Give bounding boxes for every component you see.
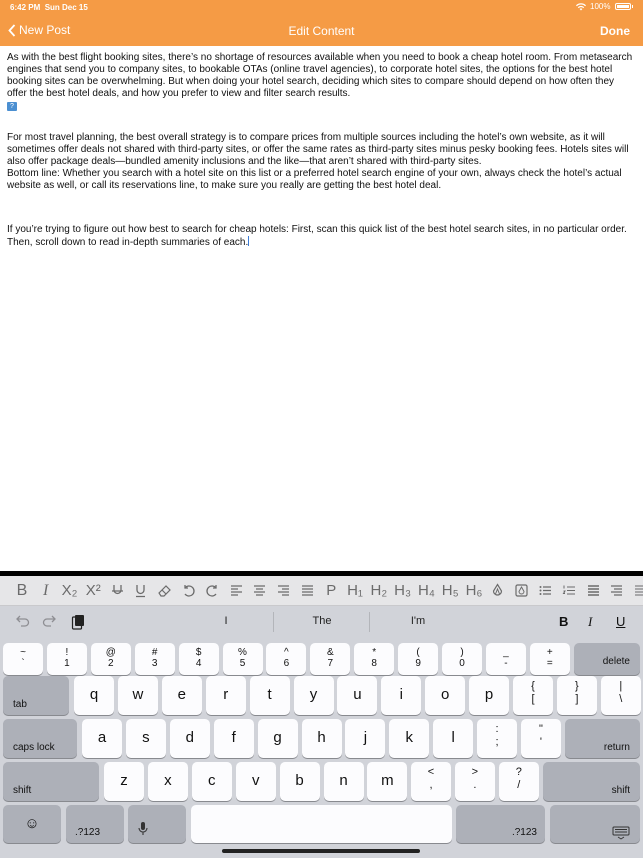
align-left-icon — [229, 583, 244, 598]
key-label: r — [223, 686, 229, 703]
key-top: ~ — [20, 647, 26, 658]
key-bottom: 7 — [327, 658, 334, 669]
ordered-list-button[interactable] — [557, 579, 581, 603]
text-cursor — [248, 236, 249, 246]
redo-icon — [205, 583, 220, 598]
key-label: a — [97, 729, 107, 746]
undo-icon — [181, 583, 196, 598]
key-label: e — [177, 686, 186, 703]
key-bottom: , — [429, 779, 433, 791]
heading2-label: H₂ — [370, 582, 388, 599]
key-label: w — [132, 686, 144, 703]
key-top: ) — [460, 647, 464, 658]
battery-icon — [615, 3, 631, 10]
menu-button[interactable] — [629, 579, 643, 603]
key-label: j — [363, 729, 368, 746]
key-punct-0[interactable] — [477, 719, 517, 758]
key-top: # — [151, 647, 158, 658]
key-bottom: 9 — [415, 658, 421, 669]
key-bracket-1[interactable] — [557, 676, 597, 715]
align-justify-button[interactable] — [296, 579, 320, 603]
indent-button[interactable] — [581, 579, 605, 603]
key-3[interactable] — [135, 643, 175, 675]
key-label: c — [208, 772, 216, 789]
key-m[interactable] — [367, 762, 407, 801]
kb-underline-button[interactable]: U — [616, 614, 626, 629]
key-top: < — [427, 766, 435, 778]
space-key[interactable] — [191, 805, 452, 843]
key-8[interactable] — [354, 643, 394, 675]
key-4[interactable] — [179, 643, 219, 675]
align-center-icon — [252, 583, 267, 598]
subscript-button[interactable] — [58, 579, 82, 603]
shift-right-key[interactable] — [543, 762, 640, 801]
bold-label: B — [16, 581, 28, 599]
superscript-label: X² — [85, 582, 101, 599]
strikethrough-icon — [110, 583, 125, 598]
done-button[interactable]: Done — [600, 24, 630, 38]
status-right — [576, 2, 633, 11]
outdent-icon — [609, 583, 624, 598]
heading6-button[interactable] — [462, 579, 486, 603]
key-bottom: \ — [619, 693, 623, 705]
numbers-left-key[interactable] — [66, 805, 124, 843]
key-i[interactable] — [381, 676, 421, 715]
bullet-list-icon — [538, 583, 553, 598]
paragraph-4-text: If you’re trying to figure out how best to search for cheap hotels: First, scan this quick list of the best hotel search sites, in no particular order. Then, scroll down to read in-depth summaries of each. — [7, 224, 627, 248]
key-top: & — [326, 647, 334, 658]
subscript-label: X₂ — [61, 582, 78, 599]
redo-button[interactable] — [200, 579, 224, 603]
hide-keyboard-key[interactable] — [550, 805, 640, 843]
format-toolbar — [0, 576, 643, 606]
key-top: ! — [65, 647, 69, 658]
droplet-icon — [490, 583, 505, 598]
key-label: o — [441, 686, 450, 703]
align-justify-icon — [300, 583, 315, 598]
key-top: _ — [503, 647, 509, 658]
key-1[interactable] — [47, 643, 87, 675]
heading5-label: H₅ — [441, 582, 459, 599]
key-bottom: = — [546, 658, 553, 669]
key-top: { — [531, 680, 535, 692]
key-bottom: ; — [495, 736, 499, 748]
key-bottom: . — [473, 779, 477, 791]
key-label: f — [231, 729, 236, 746]
emoji-icon: ☺ — [24, 815, 40, 832]
kb-italic-button[interactable]: I — [588, 614, 593, 629]
key-bottom: / — [517, 779, 521, 791]
key-label: m — [381, 772, 394, 789]
heading2-button[interactable] — [367, 579, 391, 603]
dictation-key[interactable] — [128, 805, 186, 843]
microphone-icon — [138, 821, 148, 836]
key-7[interactable] — [310, 643, 350, 675]
heading6-label: H₆ — [465, 582, 483, 599]
paragraph-button[interactable] — [319, 579, 343, 603]
key-e[interactable] — [162, 676, 202, 715]
delete-label: delete — [602, 656, 630, 667]
key-d[interactable] — [170, 719, 210, 758]
align-right-icon — [276, 583, 291, 598]
key-0[interactable] — [3, 643, 43, 675]
shift-left-label: shift — [13, 785, 32, 796]
key-k[interactable] — [389, 719, 429, 758]
eraser-button[interactable] — [153, 579, 177, 603]
status-time-value: 6:42 PM — [10, 3, 41, 12]
image-placeholder-icon[interactable]: ? — [7, 102, 17, 111]
key-label: n — [339, 772, 348, 789]
paragraph-4 — [7, 224, 635, 249]
key-punct-z-1[interactable] — [455, 762, 495, 801]
heading3-button[interactable] — [391, 579, 415, 603]
key-label: p — [484, 686, 494, 703]
key-top: ^ — [284, 647, 289, 658]
underline-icon — [133, 583, 148, 598]
home-indicator — [222, 849, 420, 853]
text-color-button[interactable] — [486, 579, 510, 603]
key-bottom: - — [504, 658, 508, 669]
key-p[interactable] — [469, 676, 509, 715]
suggestion-bar — [0, 606, 643, 638]
return-key[interactable] — [565, 719, 640, 758]
key-bottom: ] — [575, 693, 579, 705]
caps-lock-key[interactable] — [3, 719, 77, 758]
status-time — [10, 3, 88, 12]
key-punct-z-2[interactable] — [499, 762, 539, 801]
keyboard-dismiss-icon — [612, 826, 630, 840]
bg-color-button[interactable] — [510, 579, 534, 603]
key-b[interactable] — [280, 762, 320, 801]
key-q[interactable] — [74, 676, 114, 715]
indent-icon — [586, 583, 601, 598]
key-punct-z-0[interactable] — [411, 762, 451, 801]
paragraph-3: Bottom line: Whether you search with a hotel site on this list or a preferred hotel search engine of your own, always check the hotel’s actual website as well, or call its reservations line, to make sure you really are getting the best hotel deal. — [7, 168, 622, 191]
heading1-label: H₁ — [347, 582, 363, 599]
eraser-icon — [157, 583, 172, 598]
tab-label: tab — [13, 699, 27, 710]
heading4-label: H₄ — [417, 582, 435, 599]
key-l[interactable] — [433, 719, 473, 758]
key-label: v — [251, 772, 260, 789]
key-12[interactable] — [530, 643, 570, 675]
key-bottom: 3 — [151, 658, 158, 669]
key-bottom: 4 — [195, 658, 202, 669]
suggestion-1[interactable]: I — [224, 615, 228, 627]
chevron-left-icon — [8, 24, 16, 37]
battery-tip — [632, 5, 634, 8]
key-punct-1[interactable] — [521, 719, 561, 758]
key-bottom: 0 — [459, 658, 465, 669]
key-top: " — [538, 723, 543, 735]
key-label: k — [405, 729, 414, 746]
status-date: Sun Dec 15 — [44, 3, 88, 12]
numbers-right-key[interactable] — [456, 805, 545, 843]
key-top: : — [495, 723, 499, 735]
numbers-right-label: .?123 — [511, 827, 537, 838]
suggestion-3[interactable]: I'm — [410, 615, 426, 627]
key-n[interactable] — [324, 762, 364, 801]
paragraph-1: As with the best flight booking sites, there’s no shortage of resources available when you need to book a cheap hotel room. From metasearch engines that send you to company sites, to bookable OTAs (online travel agencies), to corporate hotel sites, the options for the best hotel booking sites can be overwhelming. But when doing your hotel search, deciding which sites to compare should depend on how often they offer the best hotel deals, and how you prefer to view and filter search results. — [7, 52, 633, 99]
key-label: q — [89, 686, 99, 703]
key-bottom: 5 — [239, 658, 246, 669]
key-c[interactable] — [192, 762, 232, 801]
key-top: | — [619, 680, 623, 692]
caps-lock-label: caps lock — [13, 742, 55, 753]
heading5-button[interactable] — [438, 579, 462, 603]
key-h[interactable] — [302, 719, 342, 758]
key-z[interactable] — [104, 762, 144, 801]
italic-label: I — [43, 581, 49, 599]
key-bracket-0[interactable] — [513, 676, 553, 715]
key-bottom: [ — [531, 693, 535, 705]
paste-icon[interactable] — [71, 614, 85, 630]
bold-button[interactable] — [10, 579, 34, 603]
key-label: l — [451, 729, 455, 746]
key-top: % — [238, 647, 247, 658]
key-label: u — [353, 686, 362, 703]
shift-right-label: shift — [611, 785, 630, 796]
key-6[interactable] — [266, 643, 306, 675]
key-label: b — [295, 772, 304, 789]
redo-icon[interactable] — [42, 614, 58, 628]
shift-left-key[interactable] — [3, 762, 99, 801]
numbered-list-icon — [562, 583, 577, 598]
key-bottom: 1 — [64, 658, 70, 669]
key-label: z — [120, 772, 128, 789]
battery-percent: 100% — [590, 2, 611, 11]
key-bottom: 6 — [283, 658, 290, 669]
key-top: $ — [195, 647, 202, 658]
align-left-button[interactable] — [224, 579, 248, 603]
page-title: Edit Content — [288, 24, 355, 38]
kb-bold-button[interactable]: B — [559, 614, 569, 629]
key-f[interactable] — [214, 719, 254, 758]
key-t[interactable] — [250, 676, 290, 715]
delete-key[interactable] — [574, 643, 640, 675]
key-r[interactable] — [206, 676, 246, 715]
back-button[interactable] — [8, 23, 70, 37]
strikethrough-button[interactable] — [105, 579, 129, 603]
underline-button[interactable] — [129, 579, 153, 603]
key-10[interactable] — [442, 643, 482, 675]
suggestion-2[interactable]: The — [312, 615, 332, 627]
key-top: @ — [105, 647, 116, 658]
highlight-icon — [514, 583, 529, 598]
key-top: ( — [416, 647, 420, 658]
key-j[interactable] — [345, 719, 385, 758]
key-label: s — [142, 729, 150, 746]
content-editor[interactable] — [7, 52, 635, 249]
superscript-button[interactable] — [81, 579, 105, 603]
tab-key[interactable] — [3, 676, 69, 715]
key-a[interactable] — [82, 719, 122, 758]
heading3-label: H₃ — [394, 582, 412, 599]
unordered-list-button[interactable] — [534, 579, 558, 603]
key-u[interactable] — [337, 676, 377, 715]
key-top: * — [372, 647, 377, 658]
emoji-key[interactable] — [3, 805, 61, 843]
key-label: x — [164, 772, 172, 789]
key-v[interactable] — [236, 762, 276, 801]
key-bottom: ' — [539, 736, 542, 748]
key-y[interactable] — [294, 676, 334, 715]
italic-button[interactable] — [34, 579, 58, 603]
key-label: i — [399, 686, 403, 703]
undo-icon[interactable] — [14, 614, 30, 628]
key-top: > — [471, 766, 479, 778]
undo-button[interactable] — [177, 579, 201, 603]
top-bar — [0, 0, 643, 46]
key-bottom: ` — [21, 658, 25, 669]
paragraph-label: P — [326, 582, 337, 599]
key-5[interactable] — [223, 643, 263, 675]
align-center-button[interactable] — [248, 579, 272, 603]
wifi-icon — [576, 3, 586, 11]
key-x[interactable] — [148, 762, 188, 801]
outdent-button[interactable] — [605, 579, 629, 603]
align-right-button[interactable] — [272, 579, 296, 603]
key-label: h — [317, 729, 326, 746]
key-label: d — [185, 729, 194, 746]
key-top: } — [575, 680, 579, 692]
key-label: g — [273, 729, 282, 746]
on-screen-keyboard — [0, 606, 643, 858]
key-2[interactable] — [91, 643, 131, 675]
paragraph-2: For most travel planning, the best overall strategy is to compare prices from multiple sources including the hotel’s own website, as it will sometimes offer deals not shared with third-party sites, or offer the same rates as third-party sites minus pesky booking fees. Hotels sites will also offer package deals—bundled amenity inclusions and the like—that aren’t shared with third-party sites. — [7, 132, 629, 167]
key-top: + — [546, 647, 553, 658]
key-g[interactable] — [258, 719, 298, 758]
key-o[interactable] — [425, 676, 465, 715]
back-label: New Post — [19, 23, 71, 37]
key-label: t — [267, 686, 272, 703]
return-label: return — [603, 742, 630, 753]
key-bottom: 8 — [371, 658, 377, 669]
key-w[interactable] — [118, 676, 158, 715]
key-bracket-2[interactable] — [601, 676, 641, 715]
key-s[interactable] — [126, 719, 166, 758]
menu-icon — [633, 583, 643, 598]
heading4-button[interactable] — [415, 579, 439, 603]
numbers-left-label: .?123 — [75, 827, 101, 838]
key-11[interactable] — [486, 643, 526, 675]
key-label: y — [309, 686, 318, 703]
key-top: ? — [515, 766, 522, 778]
heading1-button[interactable] — [343, 579, 367, 603]
key-9[interactable] — [398, 643, 438, 675]
key-bottom: 2 — [108, 658, 114, 669]
